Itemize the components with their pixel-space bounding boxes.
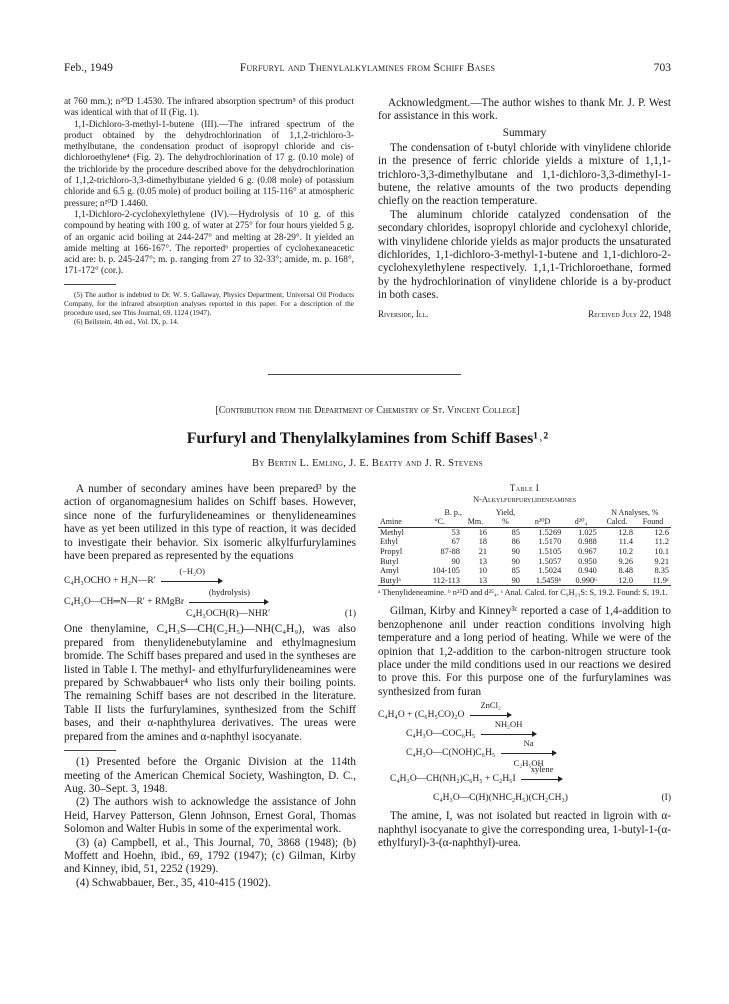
- paragraph: The amine, I, was not isolated but reacted in ligroin with α-naphthyl isocyanate to give the corresponding urea, 1-butyl-1-(α-ethylfuryl)-3-(α-naphthyl)-urea.: [378, 810, 671, 849]
- reaction-step-4: C₄H₃O—CH(NH₂)C₆H₅ + C₂H₅I xylene: [378, 773, 671, 792]
- table-header: N Analyses, %: [611, 507, 659, 517]
- reaction-arrow: NH₂OH: [481, 729, 537, 739]
- table-header: Amine: [378, 517, 417, 527]
- table-row: Amyl 104-105 10 85 1.5024 0.940 8.48 8.35: [380, 566, 669, 576]
- place: Riverside, Ill.: [378, 308, 429, 319]
- equation-1: C₄H₃OCHO + H₂N—R′ (−H₂O): [64, 575, 356, 587]
- table-row: Butylᵃ 112-113 13 90 1.5459ᵇ 0.990ᵇ 12.0 11.9ᶜ: [380, 575, 669, 585]
- table-header: [522, 508, 563, 518]
- table-footnote: ᵃ Thenylideneamine. ᵇ n²⁵D and d²⁵₄. ᶜ Anal. Calcd. for C₉H₁₃S: S, 19.2. Found: S, 19.1.: [378, 588, 668, 598]
- paragraph: 1,1-Dichloro-3-methyl-1-butene (III).—The infrared spectrum of the product obtained by the dehydrochlorination of 1,1,2-trichloro-3-methylbutane, the condensation product of isopropyl chloride and cis-dichloroethylene⁴ (Fig. 2). The dehydrochlorination of 17 g. (0.10 mole) of the trichloride by the procedure described above for the dehydrochlorination of 1,1,2-trichloro-3,3-dimethylbutane yielded 6 g. (0.08 mole) of potassium chloride and 6.5 g. (0.05 mole) of product boiling at 115-116° at atmospheric pressure; n²⁰D 1.4460.: [64, 119, 354, 209]
- footnote-2: (2) The authors wish to acknowledge the assistance of John Heid, Harvey Patterson, Glenn Johnson, Ernest Goral, Thomas Solomon and Walter Hubis in some of the experimental work.: [64, 796, 356, 836]
- paragraph: 1,1-Dichloro-2-cyclohexylethylene (IV).—Hydrolysis of 10 g. of this compound by heating with 100 g. of water at 275° for four hours yielded 5 g. of an organic acid boiling at 244-247° and melting at 28-29°. It yielded an amide melting at 166-167°. The reported⁶ properties of cyclohexaneacetic acid are: b. p. 245-247°; m. p. ranging from 27 to 32-33°; amide, m. p. 168°, 171-172° (cor.).: [64, 209, 354, 277]
- footnote-rule: [64, 284, 116, 285]
- table-header: n²⁰D: [522, 517, 563, 527]
- table-1: [378, 508, 671, 587]
- table-header: %: [489, 517, 522, 527]
- footnote-6: (6) Beilstein, 4th ed., Vol. IX, p. 14.: [74, 316, 179, 326]
- paragraph: Gilman, Kirby and Kinney³ᶜ reported a case of 1,4-addition to benzophenone anil under reaction conditions involving high temperature and a long period of heating. While we were of the opinion that 1,2-addition to the carbon-nitrogen structure took place under the mild conditions used in our reactions we desired to prove this. For this purpose one of the furfurylamines was synthesized from furan: [378, 605, 671, 698]
- reaction-arrow: (hydrolysis): [189, 597, 269, 607]
- reaction-step-2: C₄H₃O—COC₆H₅ NH₂OH: [378, 728, 671, 747]
- table-row: Methyl 53 16 85 1.5269 1.025 12.8 12.6: [380, 527, 669, 537]
- upper-left-column: [64, 97, 354, 326]
- summary-paragraph: The aluminum chloride catalyzed condensation of the secondary chlorides, isopropyl chloride and cyclohexyl chloride, with vinylidene chloride yields as major products the unsaturated dichlorides, 1,1-dichloro-3-methyl-1-butene and 1,1-dichloro-2-cyclohexylethylene respectively. 1,1,1-Trichloroethane, formed by the hydrochlorination of vinylidene chloride is a by-product in both cases.: [378, 208, 671, 302]
- table-header: [378, 508, 417, 518]
- lower-left-column: [64, 483, 356, 890]
- table-title: Table I: [509, 483, 540, 493]
- table-subtitle: N-Alkylfurfurylideneamines: [472, 494, 577, 505]
- section-divider: [268, 374, 461, 375]
- table-row: Propyl 87-88 21 90 1.5105 0.967 10.2 10.1: [380, 546, 669, 556]
- equation-2: C₄H₃O—CH═N—R′ + RMgBr (hydrolysis): [64, 596, 356, 608]
- table-header: Calcd.: [599, 517, 635, 527]
- paragraph: One thenylamine, C₄H₃S—CH(C₂H₅)—NH(C₄H₉), was also prepared from thenylidenebutylamine and ethylmagnesium bromide. The Schiff bases prepared and used in the syntheses are listed in Table I. The methyl- and ethylfurfurylideneamines were prepared by Schwabbauer⁴ who lists only their boiling points. The remaining Schiff bases are not described in the literature. Table II lists the furfurylamines, synthesized from the Schiff bases, and their α-naphthylurea derivatives. The ureas were prepared from the amines and α-naphthyl isocyanate.: [64, 623, 356, 743]
- table-header: °C.: [417, 517, 462, 527]
- table-header: d²⁰₄: [563, 517, 599, 527]
- equation-2-product: C₄H₃OCH(R)—NHR′ (1): [186, 609, 356, 620]
- table-header: Found: [635, 517, 671, 527]
- reaction-step-3: C₄H₃O—C(NOH)C₆H₅ Na C₂H₅OH: [378, 747, 671, 773]
- footnote-rule: [64, 750, 116, 751]
- footnote-5: (5) The author is indebted to Dr. W. S. Gallaway, Physics Department, Universal Oil Products Company, for the infrared absorption analyses reported in this paper. For a description of the procedure used, see This Journal, 69, 1124 (1947).: [64, 289, 354, 317]
- summary-paragraph: The condensation of t-butyl chloride with vinylidene chloride in the presence of ferric chloride yields a mixture of 1,1,1-trichloro-3,3-dimethylbutane and 1,1-dichloro-3,3-dimethyl-1-butene, the relative amounts of the two products depending chiefly on the reaction temperature.: [378, 141, 671, 208]
- paragraph: at 760 mm.); n²⁰D 1.4530. The infrared absorption spectrum⁵ of this product was identical with that of II (Fig. 1).: [64, 97, 354, 119]
- byline: By Bertin L. Emling, J. E. Beatty and J. R. Stevens: [252, 458, 483, 469]
- upper-right-column: [378, 97, 671, 321]
- table-header: Yield,: [495, 507, 516, 517]
- summary: [378, 142, 671, 303]
- table-row: Butyl 90 13 90 1.5057 0.950 9.26 9.21: [380, 556, 669, 566]
- equation-number: (1): [344, 609, 356, 620]
- contribution-line: [Contribution from the Department of Chemistry of St. Vincent College]: [215, 405, 520, 416]
- reaction-step-1: C₄H₄O + (C₆H₅CO)₂O ZnCl₂: [378, 709, 671, 728]
- reaction-scheme: [378, 700, 671, 806]
- summary-heading: Summary: [502, 127, 547, 140]
- table-header: Mm.: [462, 517, 489, 527]
- reaction-arrow: xylene: [521, 774, 563, 784]
- reaction-product: C₄H₃O—C(H)(NHC₂H₅)(CH₂CH₃) (I): [433, 793, 671, 804]
- article-title: Furfuryl and Thenylalkylamines from Schiff Bases¹˒²: [186, 430, 549, 447]
- running-head-date: Feb., 1949: [64, 62, 113, 74]
- reaction-arrow: ZnCl₂: [470, 710, 512, 720]
- footnote-4: (4) Schwabbauer, Ber., 35, 410-415 (1902).: [76, 876, 271, 889]
- running-head-title: Furfuryl and Thenylalkylamines from Schiff Bases: [239, 62, 496, 74]
- received-date: Received July 22, 1948: [588, 308, 671, 319]
- table-header: [563, 508, 599, 518]
- table-row: Ethyl 67 18 86 1.5170 0.988 11.4 11.2: [380, 537, 669, 547]
- reaction-arrow: Na C₂H₅OH: [501, 748, 557, 758]
- footnote-1: (1) Presented before the Organic Division at the 114th meeting of the American Chemical Society, Washington, D. C., Aug. 30–Sept. 3, 1948.: [64, 756, 356, 795]
- acknowledgment: Acknowledgment.—The author wishes to thank Mr. J. P. West for assistance in this work.: [378, 97, 671, 123]
- equation-block: [64, 566, 356, 620]
- page-number: 703: [653, 62, 671, 74]
- equation-number: (I): [661, 793, 671, 804]
- lower-right-column: [378, 483, 671, 850]
- running-head: [64, 62, 671, 78]
- reaction-arrow: (−H₂O): [161, 576, 223, 586]
- table-header: B. p.,: [444, 507, 462, 517]
- place-date-line: [378, 309, 671, 321]
- intro-paragraph: A number of secondary amines have been prepared³ by the action of organomagnesium halides on Schiff bases. However, since none of the furfurylideneamines or thenylideneamines have as yet been utilized in this type of reaction, it was decided to investigate their behavior. Six isomeric alkylfurfurylamines have been prepared as represented by the equations: [64, 483, 356, 563]
- footnote-3: (3) (a) Campbell, et al., This Journal, 70, 3868 (1948); (b) Moffett and Hoehn, ibid., 69, 1792 (1947); (c) Gilman, Kirby and Kinney, ibid, 51, 2252 (1929).: [64, 836, 356, 876]
